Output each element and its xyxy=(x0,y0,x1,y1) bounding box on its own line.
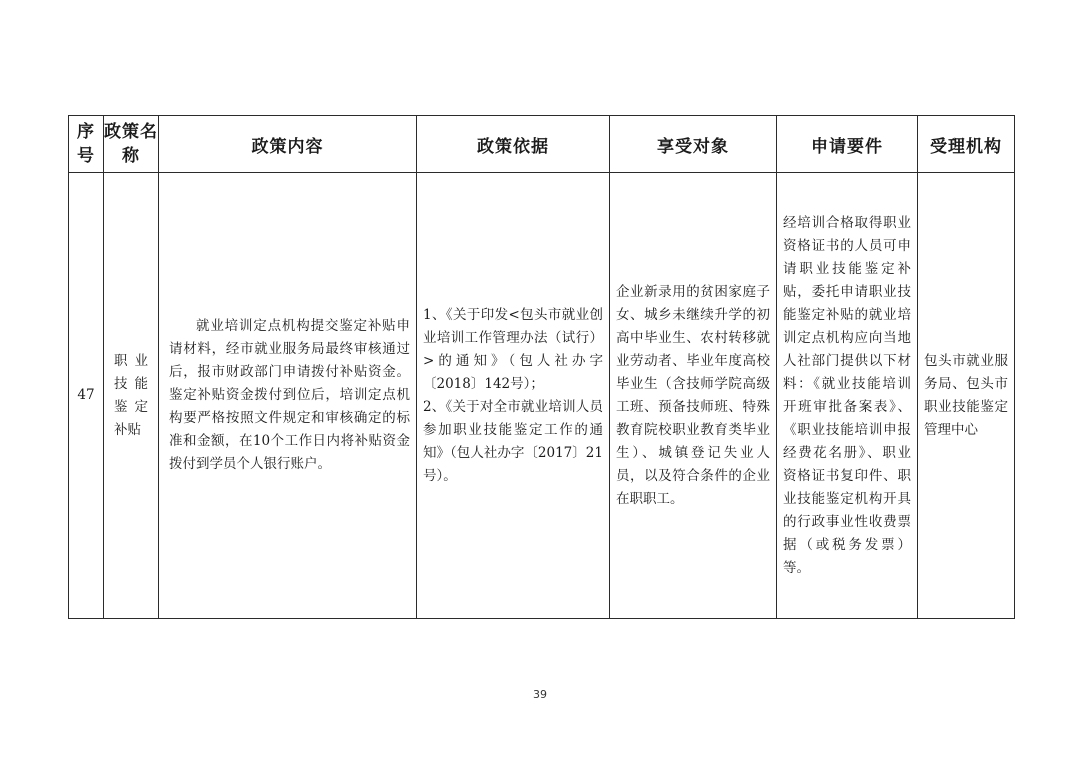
table-row xyxy=(69,173,1015,619)
row-policy-content: 就业培训定点机构提交鉴定补贴申请材料，经市就业服务局最终审核通过后，报市财政部门申请拨付补贴资金。鉴定补贴资金拨付到位后，培训定点机构要严格按照文件规定和审核确定的标准和金额，在10个工作日内将补贴资金拨付到学员个人银行账户。 xyxy=(159,173,417,619)
page-number: 39 xyxy=(533,688,547,701)
row-policy-name: 职业技能鉴定补贴 xyxy=(104,173,159,619)
header-policy-name: 政策名称 xyxy=(104,116,159,173)
basis-item: 1、《关于印发<包头市就业创业培训工作管理办法（试行）>的通知》（包人社办字〔2018〕142号）； xyxy=(423,306,603,392)
header-policy-content: 政策内容 xyxy=(159,116,417,173)
row-agency: 包头市就业服务局、包头市职业技能鉴定管理中心 xyxy=(918,173,1015,619)
row-beneficiaries: 企业新录用的贫困家庭子女、城乡未继续升学的初高中毕业生、农村转移就业劳动者、毕业年度高校毕业生（含技师学院高级工班、预备技师班、特殊教育院校职业教育类毕业生）、城镇登记失业人员，以及符合条件的企业在职职工。 xyxy=(610,173,777,619)
header-requirements: 申请要件 xyxy=(777,116,918,173)
header-beneficiaries: 享受对象 xyxy=(610,116,777,173)
row-policy-basis xyxy=(417,173,610,619)
policy-table xyxy=(68,115,1015,619)
row-requirements: 经培训合格取得职业资格证书的人员可申请职业技能鉴定补贴，委托申请职业技能鉴定补贴的就业培训定点机构应向当地人社部门提供以下材料：《就业技能培训开班审批备案表》、《职业技能培训申报经费花名册》、职业资格证书复印件、职业技能鉴定机构开具的行政事业性收费票据（或税务发票）等。 xyxy=(777,173,918,619)
header-row xyxy=(69,116,1015,173)
row-index: 47 xyxy=(69,173,104,619)
header-index: 序号 xyxy=(69,116,104,173)
header-agency: 受理机构 xyxy=(918,116,1015,173)
header-policy-basis: 政策依据 xyxy=(417,116,610,173)
basis-item: 2、《关于对全市就业培训人员参加职业技能鉴定工作的通知》（包人社办字〔2017〕21号）。 xyxy=(423,398,603,484)
